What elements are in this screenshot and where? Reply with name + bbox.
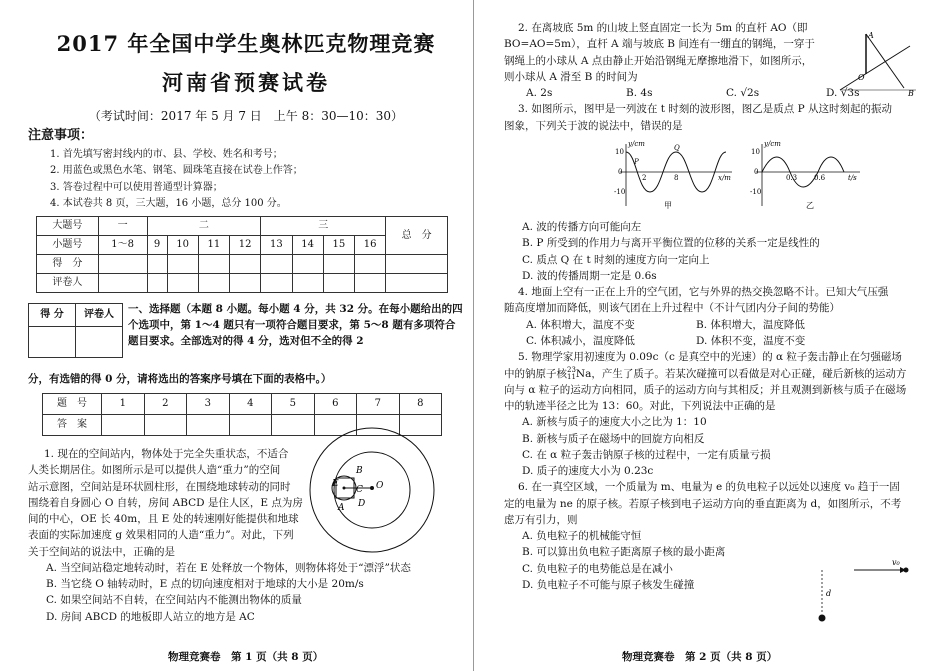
score-input[interactable] bbox=[354, 273, 385, 292]
section-1-instructions: 一、选择题（本题 8 小题。每小题 4 分，共 32 分。在每小题给出的四个选项中，第 1～4 题只有一项符合题目要求，第 5～8 题有多项符合题目要求。全部选对的得 4 分，选对但不全的得 2 bbox=[128, 302, 463, 348]
q5-option-c[interactable]: C. 在 α 粒子轰击钠原子核的过程中，一定有质量亏损 bbox=[522, 448, 771, 461]
page-footer: 物理竞赛卷 第 1 页（共 8 页） bbox=[168, 650, 324, 663]
q6-option-a[interactable]: A. 负电粒子的机械能守恒 bbox=[522, 530, 642, 543]
page-2 bbox=[474, 0, 950, 671]
score-input[interactable] bbox=[98, 273, 147, 292]
score-input[interactable] bbox=[198, 254, 229, 273]
q6-line: 定的电量为 ne 的原子核。若原子核到电子运动方向的垂直距离为 d，如图所示，不考 bbox=[504, 497, 902, 510]
score-header: 大题号 bbox=[37, 216, 99, 235]
score-header: 总 分 bbox=[386, 216, 448, 254]
score-cell: 1～8 bbox=[98, 235, 147, 254]
axis-label: y/cm bbox=[628, 139, 645, 148]
answer-number: 1 bbox=[102, 394, 145, 415]
score-input[interactable] bbox=[167, 273, 198, 292]
q1-option-a[interactable]: A. 当空间站稳定地转动时，若在 E 处释放一个物体，则物体将处于“漂浮”状态 bbox=[46, 561, 411, 574]
notice-item: 3. 答卷过程中可以使用普通型计算器； bbox=[50, 181, 223, 193]
fig-label: B bbox=[356, 466, 363, 476]
answer-number: 4 bbox=[229, 394, 272, 415]
q4-option-b[interactable]: B. 体积增大，温度降低 bbox=[696, 318, 805, 331]
grader-name-input[interactable] bbox=[76, 326, 123, 357]
q6-option-c[interactable]: C. 负电粒子的电势能总是在减小 bbox=[522, 562, 673, 575]
grader-box bbox=[28, 303, 123, 358]
score-cell: 10 bbox=[167, 235, 198, 254]
answer-input[interactable] bbox=[229, 415, 272, 436]
q3-option-c[interactable]: C. 质点 Q 在 t 时刻的速度方向一定向上 bbox=[522, 253, 710, 266]
q4-line: 4. 地面上空有一正在上升的空气团，它与外界的热交换忽略不计。已知大气压强 bbox=[518, 286, 889, 299]
q6-option-d[interactable]: D. 负电粒子不可能与原子核发生碰撞 bbox=[522, 578, 695, 591]
grader-name-label: 评卷人 bbox=[76, 303, 123, 326]
question-5 bbox=[504, 349, 936, 479]
score-input[interactable] bbox=[230, 273, 261, 292]
notice-list bbox=[50, 147, 464, 212]
score-input[interactable] bbox=[292, 273, 323, 292]
slope-rod-figure bbox=[836, 28, 920, 98]
fig-label: D bbox=[358, 499, 366, 509]
answer-label: 题 号 bbox=[43, 394, 102, 415]
q5-line: 中的钠原子核 23 11 Na，产生了质子。若某次碰撞可以看做是对心正碰，碰后新核的运动方 bbox=[504, 365, 907, 381]
q4-option-a[interactable]: A. 体积增大，温度不变 bbox=[526, 318, 635, 331]
score-cell: 16 bbox=[354, 235, 385, 254]
score-cell: 11 bbox=[198, 235, 229, 254]
score-input[interactable] bbox=[323, 273, 354, 292]
notice-item: 2. 用蓝色或黑色水笔、钢笔、圆珠笔直接在试卷上作答； bbox=[50, 165, 303, 177]
charged-particle bbox=[904, 568, 909, 573]
q2-option-a[interactable]: A. 2s bbox=[526, 87, 553, 100]
axis-label: x/m bbox=[718, 173, 731, 182]
answer-number: 2 bbox=[144, 394, 187, 415]
fig-label: d bbox=[826, 589, 832, 598]
q1-line: 关于空间站的说法中，正确的是 bbox=[28, 545, 175, 558]
q5-option-b[interactable]: B. 新核与质子在磁场中的回旋方向相反 bbox=[522, 432, 705, 445]
tick-label: 0 bbox=[754, 167, 759, 176]
q3-option-a[interactable]: A. 波的传播方向可能向左 bbox=[522, 221, 642, 234]
q1-line: 围绕着自身圆心 O 自转，房间 ABCD 是住人区，E 点为房 bbox=[28, 496, 303, 509]
steel-cable bbox=[866, 34, 904, 88]
exam-subtitle: 河南省预赛试卷 bbox=[162, 69, 330, 95]
answer-label: 答 案 bbox=[43, 415, 102, 436]
q4-option-d[interactable]: D. 体积不变，温度不变 bbox=[696, 334, 806, 347]
score-input[interactable] bbox=[147, 273, 167, 292]
tick-label: 10 bbox=[751, 147, 760, 156]
score-input[interactable] bbox=[147, 254, 167, 273]
page-1 bbox=[0, 0, 474, 671]
score-header: 一 bbox=[98, 216, 147, 235]
tick-label: -10 bbox=[750, 187, 762, 196]
axis-label: t/s bbox=[848, 173, 857, 182]
fig-label: O bbox=[858, 73, 865, 82]
q1-line: 站示意图，空间站是环状圆柱形，在围绕地球转动的同时 bbox=[28, 480, 291, 493]
tick-label: -10 bbox=[614, 187, 626, 196]
q5-line: 向与 α 粒子的运动方向相同，质子的运动方向与其相反；并且观测到新核与质子在磁场 bbox=[504, 383, 907, 396]
space-station-figure bbox=[304, 426, 444, 558]
q2-line: BO=AO=5m），直杆 A 端与坡底 B 间连有一绷直的钢绳，一穿于 bbox=[504, 38, 815, 51]
q4-line: 随高度增加而降低，则该气团在上升过程中（不计气团内分子间的势能） bbox=[504, 302, 840, 315]
q2-line: 钢绳上的小球从 A 点由静止开始沿钢绳无摩擦地滑下，如图所示， bbox=[504, 54, 813, 67]
question-3 bbox=[504, 101, 936, 134]
q3-line: 图象，下列关于波的说法中，错误的是 bbox=[504, 119, 683, 132]
fig-label: O bbox=[376, 481, 384, 491]
notice-item: 1. 首先填写密封线内的市、县、学校、姓名和考号； bbox=[50, 148, 283, 160]
q5-line: 中的轨迹半径之比为 13：60。对此，下列说法中正确的是 bbox=[504, 400, 776, 413]
center-e bbox=[343, 487, 346, 490]
figure-caption: 乙 bbox=[806, 200, 814, 210]
notice-title: 注意事项： bbox=[28, 127, 94, 143]
q3-options bbox=[504, 219, 936, 284]
score-input[interactable] bbox=[198, 273, 229, 292]
grader-score-input[interactable] bbox=[29, 326, 76, 357]
figure-caption: 甲 bbox=[664, 200, 672, 210]
fig-label: v₀ bbox=[892, 558, 900, 567]
question-4 bbox=[504, 284, 936, 349]
page-footer: 物理竞赛卷 第 2 页（共 8 页） bbox=[622, 650, 778, 663]
score-input[interactable] bbox=[386, 254, 448, 273]
q3-option-b[interactable]: B. P 所受到的作用力与离开平衡位置的位移的关系一定是线性的 bbox=[522, 237, 820, 250]
q4-options-row bbox=[526, 317, 936, 333]
grader-score-label: 得 分 bbox=[29, 303, 76, 326]
score-cell: 14 bbox=[292, 235, 323, 254]
score-label: 得 分 bbox=[37, 254, 99, 273]
q5-option-a[interactable]: A. 新核与质子的速度大小之比为 1：10 bbox=[522, 416, 707, 429]
charge-figure bbox=[814, 556, 914, 628]
answer-number: 8 bbox=[399, 394, 442, 415]
q6-line: 虑万有引力，则 bbox=[504, 513, 578, 526]
score-input[interactable] bbox=[230, 254, 261, 273]
q3-line: 3. 如图所示，图甲是一列波在 t 时刻的波形图，图乙是质点 P 从这时刻起的振动 bbox=[518, 103, 892, 116]
tick-label: 8 bbox=[674, 173, 679, 182]
score-header: 三 bbox=[261, 216, 386, 235]
nucleus bbox=[819, 615, 826, 622]
axis-label: y/cm bbox=[764, 139, 781, 148]
section-1-header bbox=[28, 301, 464, 371]
score-input[interactable] bbox=[386, 273, 448, 292]
q2-option-d[interactable]: D. √3s bbox=[826, 87, 860, 100]
q2-line: 则小球从 A 滑至 B 的时间为 bbox=[504, 70, 638, 83]
exam-title: 2017 年全国中学生奥林匹克物理竞赛 bbox=[56, 31, 436, 56]
fig-label: A bbox=[338, 503, 345, 513]
q1-option-b[interactable]: B. 当它绕 O 轴转动时，E 点的切向速度相对于地球的大小是 20m/s bbox=[46, 578, 364, 591]
score-input[interactable] bbox=[323, 254, 354, 273]
score-table bbox=[36, 216, 448, 293]
q2-option-b[interactable]: B. 4s bbox=[626, 87, 653, 100]
answer-number: 7 bbox=[357, 394, 400, 415]
point-label: Q bbox=[674, 143, 680, 152]
answer-input[interactable] bbox=[144, 415, 187, 436]
fig-label: B bbox=[908, 89, 914, 98]
q3-option-d[interactable]: D. 波的传播周期一定是 0.6s bbox=[522, 269, 657, 282]
q1-line: 间的中心，OE 长 40m，且 E 处的转速刚好能提供和地球 bbox=[28, 513, 299, 526]
tick-label: 0.6 bbox=[814, 173, 826, 182]
answer-number: 5 bbox=[272, 394, 315, 415]
q6-option-b[interactable]: B. 可以算出负电粒子距离原子核的最小距离 bbox=[522, 546, 726, 559]
wave-figure-a bbox=[614, 140, 732, 210]
center-o bbox=[370, 486, 374, 490]
answer-number: 3 bbox=[187, 394, 230, 415]
q1-line: 人类长期居住。如图所示是可以提供人造“重力”的空间 bbox=[28, 464, 281, 477]
score-header: 二 bbox=[147, 216, 261, 235]
q4-option-c[interactable]: C. 体积减小，温度降低 bbox=[526, 334, 635, 347]
wave-figures bbox=[614, 140, 864, 212]
score-cell: 13 bbox=[261, 235, 292, 254]
slope-line bbox=[840, 46, 910, 90]
tick-label: 0 bbox=[618, 167, 623, 176]
q2-option-c[interactable]: C. √2s bbox=[726, 87, 760, 100]
fig-label: C bbox=[356, 485, 363, 495]
q1-option-c[interactable]: C. 如果空间站不自转，在空间站内不能测出物体的质量 bbox=[46, 594, 302, 607]
q4-options-row bbox=[526, 333, 936, 349]
score-cell: 小题号 bbox=[37, 235, 99, 254]
q6-line: 6. 在一真空区域，一个质量为 m、电量为 e 的负电粒子以远处以速度 v₀ 趋于一固 bbox=[518, 481, 900, 494]
exam-time: （考试时间：2017 年 5 月 7 日 上午 8：30—10：30） bbox=[88, 109, 404, 124]
q1-line: 表面的实际加速度 g 效果相同的人造“重力”。对此，下列 bbox=[28, 529, 294, 542]
q1-line: 1. 现在的空间站内，物体处于完全失重状态，不适合 bbox=[44, 448, 289, 461]
answer-number: 6 bbox=[314, 394, 357, 415]
point-label: P bbox=[634, 157, 639, 166]
q1-option-d[interactable]: D. 房间 ABCD 的地板即人站立的地方是 AC bbox=[46, 610, 255, 623]
score-input[interactable] bbox=[261, 273, 292, 292]
fig-label: E bbox=[332, 479, 339, 489]
section-1-instructions-tail: 分，有选错的得 0 分，请将选出的答案序号填在下面的表格中。） bbox=[28, 372, 332, 385]
score-label: 评卷人 bbox=[37, 273, 99, 292]
score-input[interactable] bbox=[261, 254, 292, 273]
answer-input[interactable] bbox=[187, 415, 230, 436]
q5-line: 5. 物理学家用初速度为 0.09c（c 是真空中的光速）的 α 粒子轰击静止在匀强磁场 bbox=[518, 351, 902, 364]
score-cell: 9 bbox=[147, 235, 167, 254]
q2-line: 2. 在离坡底 5m 的山坡上竖直固定一长为 5m 的直杆 AO（即 bbox=[518, 22, 808, 34]
tick-label: 10 bbox=[615, 147, 624, 156]
score-input[interactable] bbox=[167, 254, 198, 273]
score-input[interactable] bbox=[354, 254, 385, 273]
tick-label: 2 bbox=[642, 173, 647, 182]
fig-label: A bbox=[868, 31, 874, 40]
score-input[interactable] bbox=[292, 254, 323, 273]
score-cell: 15 bbox=[323, 235, 354, 254]
wave-figure-b bbox=[750, 140, 860, 210]
answer-input[interactable] bbox=[102, 415, 145, 436]
notice-item: 4. 本试卷共 8 页，三大题，16 小题，总分 100 分。 bbox=[50, 198, 287, 210]
score-input[interactable] bbox=[98, 254, 147, 273]
score-cell: 12 bbox=[230, 235, 261, 254]
q5-option-d[interactable]: D. 质子的速度大小为 0.23c bbox=[522, 465, 654, 478]
tick-label: 0.3 bbox=[786, 173, 798, 182]
